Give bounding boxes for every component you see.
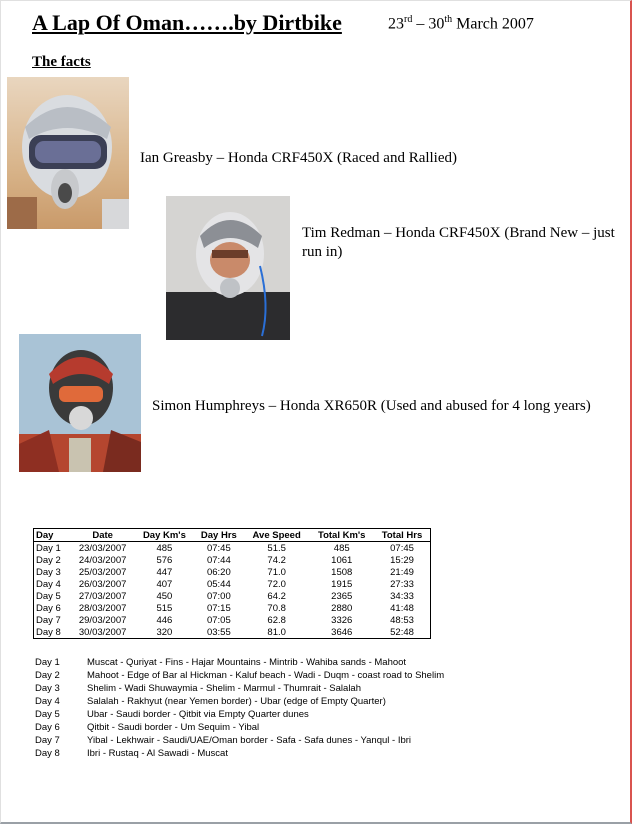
cell-total-hrs: 27:33 (390, 578, 414, 590)
table-row (34, 554, 431, 566)
route-text: Yibal - Lekhwair - Saudi/UAE/Oman border - Safa - Safa dunes - Yanqul - Ibri (87, 735, 412, 746)
cell-total-kms: 3326 (331, 614, 353, 626)
route-text: Mahoot - Edge of Bar al Hickman - Kaluf beach - Wadi - Duqm - coast road to Shelim (87, 670, 445, 681)
route-day: Day 2 (35, 670, 60, 681)
header-day-kms: Day Km's (135, 529, 194, 542)
cell-day: Day 7 (36, 614, 61, 626)
rider-caption-simon: Simon Humphreys – Honda XR650R (Used and abused for 4 long years) (152, 398, 591, 414)
header-day-hrs: Day Hrs (194, 529, 244, 542)
cell-date: 23/03/2007 (78, 542, 127, 554)
header-ave-speed: Ave Speed (244, 529, 310, 542)
cell-day-kms: 450 (156, 590, 173, 602)
cell-day-hrs: 07:00 (206, 590, 231, 602)
rider-caption-tim: Tim Redman – Honda CRF450X (Brand New – just run in) (302, 225, 615, 260)
route-text: Ubar - Saudi border - Qitbit via Empty Quarter dunes (87, 709, 309, 720)
list-item (35, 695, 444, 708)
ride-stats-table (33, 528, 431, 639)
cell-day-hrs: 07:05 (206, 614, 231, 626)
table-row (34, 566, 431, 578)
route-day: Day 8 (35, 748, 60, 759)
cell-date: 27/03/2007 (78, 590, 127, 602)
cell-ave-speed: 64.2 (267, 590, 286, 602)
cell-day: Day 5 (36, 590, 61, 602)
cell-ave-speed: 70.8 (267, 602, 286, 614)
cell-ave-speed: 74.2 (267, 554, 286, 566)
cell-total-kms: 2880 (331, 602, 353, 614)
cell-ave-speed: 71.0 (267, 566, 286, 578)
cell-day-kms: 320 (156, 626, 173, 638)
table-row (34, 578, 431, 590)
cell-total-hrs: 34:33 (390, 590, 414, 602)
route-text: Ibri - Rustaq - Al Sawadi - Muscat (87, 748, 228, 759)
cell-date: 30/03/2007 (78, 626, 127, 638)
date-start-suffix: rd (404, 14, 413, 25)
table-row (34, 542, 431, 555)
cell-day-hrs: 06:20 (206, 566, 231, 578)
header-total-kms: Total Km's (309, 529, 374, 542)
cell-day: Day 8 (36, 626, 61, 638)
route-day: Day 5 (35, 709, 60, 720)
facts-heading: The facts (32, 54, 91, 70)
cell-day: Day 3 (36, 566, 61, 578)
list-item (35, 669, 444, 682)
route-text: Muscat - Quriyat - Fins - Hajar Mountains - Mintrib - Wahiba sands - Mahoot (87, 657, 407, 668)
cell-ave-speed: 72.0 (267, 578, 286, 590)
list-item (35, 721, 444, 734)
list-item (35, 734, 444, 747)
list-item (35, 682, 444, 695)
rider-photo-tim (166, 196, 290, 340)
cell-date: 26/03/2007 (78, 578, 127, 590)
cell-total-kms: 2365 (331, 590, 353, 602)
cell-total-kms: 485 (333, 542, 350, 554)
cell-day-kms: 576 (156, 554, 173, 566)
cell-day: Day 2 (36, 554, 61, 566)
cell-ave-speed: 51.5 (267, 542, 286, 554)
route-text: Qitbit - Saudi border - Um Sequim - Yibal (87, 722, 260, 733)
cell-ave-speed: 81.0 (267, 626, 286, 638)
cell-day-hrs: 07:45 (206, 542, 231, 554)
route-day: Day 7 (35, 735, 60, 746)
header-day: Day (34, 529, 71, 542)
cell-date: 24/03/2007 (78, 554, 127, 566)
cell-total-hrs: 52:48 (390, 626, 414, 638)
date-mid: – 30 (412, 15, 445, 33)
cell-day-kms: 446 (156, 614, 173, 626)
table-row (34, 590, 431, 602)
cell-day: Day 6 (36, 602, 61, 614)
cell-day-kms: 407 (156, 578, 173, 590)
cell-total-hrs: 15:29 (390, 554, 414, 566)
cell-ave-speed: 62.8 (267, 614, 286, 626)
cell-total-kms: 1915 (331, 578, 353, 590)
cell-date: 28/03/2007 (78, 602, 127, 614)
cell-day-kms: 447 (156, 566, 173, 578)
cell-day-hrs: 07:44 (206, 554, 231, 566)
cell-total-hrs: 21:49 (390, 566, 414, 578)
header-date: Date (70, 529, 135, 542)
cell-total-kms: 1508 (331, 566, 353, 578)
page-title: A Lap Of Oman…….by Dirtbike (32, 10, 342, 35)
table-header-row (34, 529, 431, 542)
route-day: Day 4 (35, 696, 60, 707)
date-end-suffix: th (444, 14, 453, 25)
cell-date: 25/03/2007 (78, 566, 127, 578)
route-list (35, 656, 444, 760)
table-row (34, 626, 431, 639)
table-row (34, 614, 431, 626)
cell-total-kms: 3646 (331, 626, 353, 638)
route-day: Day 3 (35, 683, 60, 694)
list-item (35, 747, 444, 760)
route-day: Day 1 (35, 657, 60, 668)
cell-day: Day 4 (36, 578, 61, 590)
date-end: March 2007 (452, 15, 534, 33)
cell-day-hrs: 05:44 (206, 578, 231, 590)
cell-day-kms: 515 (156, 602, 173, 614)
rider-photo-ian (7, 77, 129, 229)
cell-day-hrs: 07:15 (206, 602, 231, 614)
cell-day-kms: 485 (156, 542, 173, 554)
header-total-hrs: Total Hrs (374, 529, 430, 542)
date-start: 23 (388, 15, 404, 33)
list-item (35, 708, 444, 721)
cell-total-hrs: 41:48 (390, 602, 414, 614)
cell-day-hrs: 03:55 (206, 626, 231, 638)
list-item (35, 656, 444, 669)
rider-caption-ian: Ian Greasby – Honda CRF450X (Raced and Rallied) (140, 150, 458, 166)
date-range (388, 14, 534, 33)
cell-date: 29/03/2007 (78, 614, 127, 626)
cell-total-hrs: 07:45 (390, 542, 414, 554)
cell-total-kms: 1061 (331, 554, 353, 566)
table-row (34, 602, 431, 614)
cell-total-hrs: 48:53 (390, 614, 414, 626)
route-text: Shelim - Wadi Shuwaymia - Shelim - Marmul - Thumrait - Salalah (87, 683, 361, 694)
route-day: Day 6 (35, 722, 60, 733)
route-text: Salalah - Rakhyut (near Yemen border) - Ubar (edge of Empty Quarter) (87, 696, 386, 707)
rider-photo-simon (19, 334, 141, 472)
cell-day: Day 1 (36, 542, 61, 554)
